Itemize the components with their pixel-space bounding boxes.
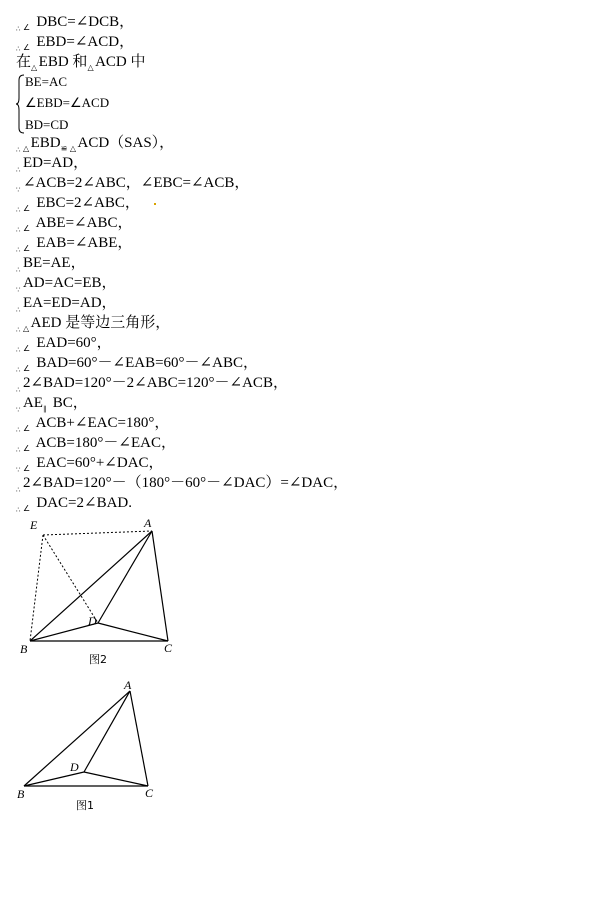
proof-text: ACD（SAS）， <box>77 135 175 151</box>
triangle-symbol: △ <box>31 63 37 72</box>
label-d: D <box>88 614 97 628</box>
proof-text: EAD=60°， <box>36 335 112 351</box>
triangle-symbol: △ <box>69 144 76 153</box>
congruent-symbol: ≌ <box>60 144 67 153</box>
label-a: A <box>124 678 132 692</box>
proof-line-2 <box>16 32 134 52</box>
therefore-symbol: ∴ <box>16 25 20 33</box>
proof-line-7 <box>16 193 156 213</box>
proof-text: DAC=2∠BAD. <box>36 495 133 511</box>
proof-line-20 <box>16 453 164 473</box>
therefore-symbol: ∴ <box>16 206 20 214</box>
triangle-symbol: △ <box>87 63 94 72</box>
angle-symbol: ∠ <box>22 464 30 473</box>
equation-row: ∠EBD=∠ACD <box>25 95 110 110</box>
stray-dot <box>154 203 156 205</box>
angle-symbol: ∠ <box>22 224 30 233</box>
proof-line-18 <box>16 413 169 433</box>
equation-row: BE=AC <box>25 74 68 89</box>
therefore-symbol: ∴ <box>16 166 20 174</box>
proof-text: EAB=∠ABE， <box>36 235 133 251</box>
label-b: B <box>20 642 28 656</box>
parallel-symbol: ∥ <box>42 405 46 413</box>
proof-line-10 <box>16 253 86 273</box>
proof-line-17 <box>16 393 88 413</box>
segment-bd <box>24 772 84 786</box>
therefore-symbol: ∴ <box>16 346 20 354</box>
because-symbol: ∵ <box>16 286 20 294</box>
segment-ac <box>130 691 148 786</box>
label-d: D <box>70 760 79 774</box>
proof-text: EBD=∠ACD， <box>36 34 135 50</box>
proof-line-21 <box>16 473 348 493</box>
figure-1-diagram <box>0 676 200 820</box>
proof-text: AE <box>22 395 43 411</box>
therefore-symbol: ∴ <box>16 446 20 454</box>
proof-line-11 <box>16 273 117 293</box>
proof-text: EBD 和 <box>38 54 88 70</box>
dashed-segment-ea <box>43 531 152 535</box>
segment-dc <box>98 623 168 641</box>
proof-line-8 <box>16 213 132 233</box>
because-symbol: ∵ <box>16 466 20 474</box>
figure-1-caption: 图1 <box>76 799 94 812</box>
proof-text: AED 是等边三角形， <box>30 315 171 331</box>
proof-text: BAD=60°－∠EAB=60°－∠ABC， <box>36 355 258 371</box>
proof-line-9 <box>16 233 132 253</box>
angle-symbol: ∠ <box>22 244 30 253</box>
equation-row: BD=CD <box>25 117 69 132</box>
label-c: C <box>145 786 154 800</box>
proof-text: ∠ACB=2∠ABC，∠EBC=∠ACB， <box>22 175 250 191</box>
figure-2-caption: 图2 <box>89 653 107 666</box>
label-e: E <box>30 518 38 532</box>
proof-line-13 <box>16 313 170 333</box>
therefore-symbol: ∴ <box>16 246 20 254</box>
therefore-symbol: ∴ <box>16 306 20 314</box>
proof-text: 2∠BAD=120°－（180°－60°－∠DAC）=∠DAC， <box>22 475 349 491</box>
dashed-segment-eb <box>30 535 43 641</box>
therefore-symbol: ∴ <box>16 226 20 234</box>
proof-text: EBC=2∠ABC， <box>36 195 140 211</box>
segment-ac <box>152 531 168 641</box>
proof-text: ACB=180°－∠EAC， <box>35 435 176 451</box>
angle-symbol: ∠ <box>22 364 30 373</box>
proof-text: 在 <box>16 54 32 70</box>
proof-text: AD=AC=EB， <box>22 275 117 291</box>
equation-system <box>16 74 196 134</box>
proof-line-14 <box>16 333 112 353</box>
dashed-segment-ed <box>43 535 98 623</box>
therefore-symbol: ∴ <box>16 506 20 514</box>
proof-text: EBD <box>30 135 61 151</box>
proof-text: DBC=∠DCB， <box>36 14 135 30</box>
angle-symbol: ∠ <box>22 23 30 32</box>
triangle-symbol: △ <box>22 324 29 333</box>
segment-ad <box>98 531 152 623</box>
label-c: C <box>164 641 173 655</box>
therefore-symbol: ∴ <box>16 266 20 274</box>
proof-line-6 <box>16 173 249 193</box>
proof-line-4 <box>16 133 174 153</box>
therefore-symbol: ∴ <box>16 326 20 334</box>
proof-text: ACB+∠EAC=180°， <box>35 415 170 431</box>
angle-symbol: ∠ <box>22 424 30 433</box>
because-symbol: ∵ <box>16 186 20 194</box>
therefore-symbol: ∴ <box>16 146 20 154</box>
proof-line-19 <box>16 433 176 453</box>
proof-line-15 <box>16 353 258 373</box>
angle-symbol: ∠ <box>22 43 30 52</box>
label-a: A <box>144 516 152 530</box>
proof-line-1 <box>16 12 134 32</box>
proof-text: BC， <box>52 395 88 411</box>
angle-symbol: ∠ <box>22 344 30 353</box>
proof-line-5 <box>16 153 88 173</box>
figure-2-diagram <box>0 510 200 672</box>
therefore-symbol: ∴ <box>16 366 20 374</box>
angle-symbol: ∠ <box>22 204 30 213</box>
proof-text: EA=ED=AD， <box>22 295 117 311</box>
proof-text: ED=AD， <box>22 155 89 171</box>
proof-text: ABE=∠ABC， <box>35 215 133 231</box>
proof-line-16 <box>16 373 288 393</box>
therefore-symbol: ∴ <box>16 45 20 53</box>
proof-text: ACD 中 <box>95 54 146 70</box>
angle-symbol: ∠ <box>22 504 30 513</box>
segment-ad <box>84 691 130 772</box>
therefore-symbol: ∴ <box>16 486 20 494</box>
label-b: B <box>17 787 25 801</box>
proof-text: 2∠BAD=120°－2∠ABC=120°－∠ACB， <box>22 375 288 391</box>
because-symbol: ∵ <box>16 406 20 414</box>
triangle-symbol: △ <box>22 144 29 153</box>
therefore-symbol: ∴ <box>16 386 20 394</box>
proof-text: EAC=60°+∠DAC， <box>36 455 164 471</box>
proof-line-12 <box>16 293 117 313</box>
angle-symbol: ∠ <box>22 444 30 453</box>
segment-dc <box>84 772 148 786</box>
therefore-symbol: ∴ <box>16 426 20 434</box>
proof-text: BE=AE， <box>22 255 86 271</box>
proof-line-3 <box>16 52 146 72</box>
